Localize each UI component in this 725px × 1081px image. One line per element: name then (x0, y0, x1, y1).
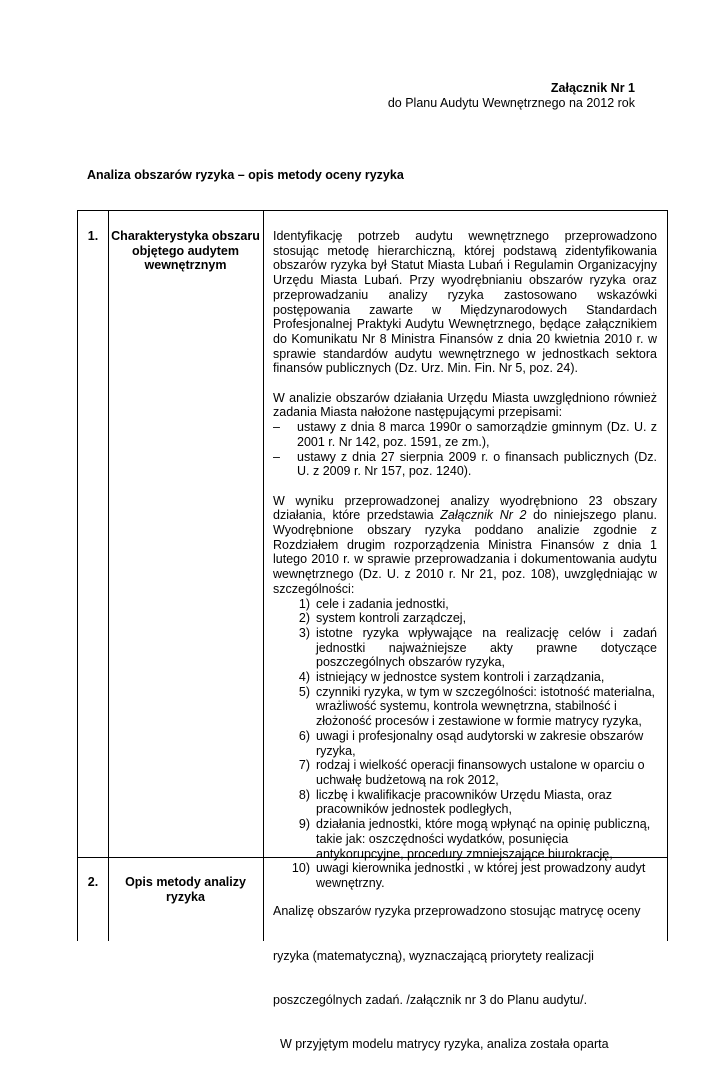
attachment-subtitle: do Planu Audytu Wewnętrznego na 2012 rok (387, 96, 635, 110)
column-divider (263, 211, 264, 941)
list-item: – ustawy z dnia 8 marca 1990r o samorządzie gminnym (Dz. U. z 2001 r. Nr 142, poz. 1591, ze zm.), (273, 420, 657, 449)
list-item: 8) liczbę i kwalifikacje pracowników Urzędu Miasta, oraz pracowników jednostek podległych, (298, 787, 612, 817)
list-item: 2) system kontroli zarządczej, (298, 611, 467, 626)
text-line: poszczególnych zadań. /załącznik nr 3 do Planu audytu/. (273, 992, 588, 1007)
list-item: 6) uwagi i profesjonalny osąd audytorski w zakresie obszarów ryzyka, (298, 728, 644, 758)
row-number: 2. (87, 875, 99, 889)
list-item: 4) istniejący w jednostce system kontroli i zarządzania, (298, 670, 605, 685)
paragraph: W wyniku przeprowadzonej analizy wyodrębniono 23 obszary działania, które przedstawia Załącznik Nr 2 do niniejszego planu. Wyodrębnione obszary ryzyka poddano analizie zgodnie z Rozdziałem drugim rozporządzenia Ministra Finansów z dnia 1 lutego 2010 r. w sprawie przeprowadzania i dokumentowania audytu wewnętrznego (Dz. U. z 2010 r. Nr 21, poz. 108), uwzględniając w szczególności: (273, 493, 657, 596)
list-item: – ustawy z dnia 27 sierpnia 2009 r. o finansach publicznych (Dz. U. z 2009 r. Nr 157, poz. 1240). (273, 450, 657, 479)
dash-list (273, 420, 657, 479)
list-item: 3) istotne ryzyka wpływające na realizację celów i zadań jednostki najważniejsze akty prawne dotyczące poszczególnych obszarów ryzyka, (298, 625, 657, 670)
attachment-label: Załącznik Nr 1 (550, 81, 635, 95)
text-line: W przyjętym modelu matrycy ryzyka, analiza została oparta (273, 1036, 609, 1051)
row-heading: Charakterystyka obszaru objętego audytem wewnętrznym (111, 229, 260, 273)
paragraph: Identyfikację potrzeb audytu wewnętrznego przeprowadzono stosując metodę hierarchiczną, której podstawą zidentyfikowania obszarów ryzyka był Statut Miasta Lubań i Regulamin Organizacyjny Urzędu Miasta Lubań. Przy wyodrębnianiu obszarów ryzyka oraz przeprowadzaniu analizy ryzyka zastosowano wskazówki postępowania zawarte w Międzynarodowych Standardach Profesjonalnej Praktyki Audytu Wewnętrznego, będące załącznikiem do Komunikatu Nr 8 Ministra Finansów z dnia 20 kwietnia 2010 r. w sprawie standardów audytu wewnętrznego w jednostkach sektora finansów publicznych (Dz. Urz. Min. Fin. Nr 5, poz. 24). (273, 229, 657, 376)
row-number: 1. (87, 229, 99, 243)
paragraph: W analizie obszarów działania Urzędu Miasta uwzględniono również zadania Miasta nałożone następującymi przepisami: (273, 390, 657, 420)
column-divider (108, 211, 109, 941)
list-item: 5) czynniki ryzyka, w tym w szczególności: istotność materialna, wrażliwość systemu, kontrola wewnętrzna, stabilność i złożoność procesów i zestawione w formie matrycy ryzyka, (298, 684, 655, 729)
list-item: 9) działania jednostki, które mogą wpłynąć na opinię publiczną, takie jak: oszczędności wydatków, posunięcia antykorupcyjne, procedury zmniejszające biurokrację, (298, 817, 651, 861)
row-heading: Opis metody analizy ryzyka (125, 875, 246, 904)
document-title: Analiza obszarów ryzyka – opis metody oceny ryzyka (87, 168, 404, 182)
text-line: Analizę obszarów ryzyka przeprowadzono stosując matrycę oceny (273, 904, 641, 919)
row-content (273, 229, 657, 891)
text-line: ryzyka (matematyczną), wyznaczającą priorytety realizacji (273, 948, 594, 963)
risk-analysis-table (77, 210, 668, 1051)
list-item: 10) uwagi kierownika jednostki , w której jest prowadzony audyt wewnętrzny. (291, 861, 646, 890)
criteria-list (273, 597, 657, 891)
list-item: 1) cele i zadania jednostki, (298, 596, 449, 611)
list-item: 7) rodzaj i wielkość operacji finansowych ustalone w oparciu o uchwałę budżetową na rok 2012, (298, 758, 645, 787)
row-content (273, 875, 657, 1081)
